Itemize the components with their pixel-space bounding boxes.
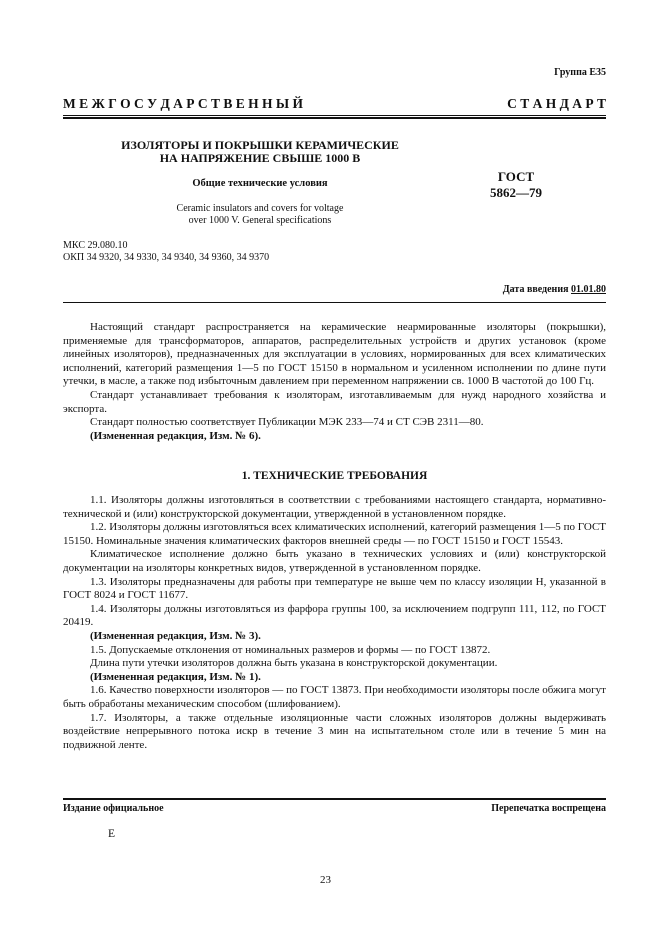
introduction-date: [503, 284, 606, 295]
document-title: [100, 139, 420, 165]
header-rule-thin: [63, 115, 606, 116]
clause-1-7: 1.7. Изоляторы, а также отдельные изоляционные части сложных изоляторов должны выдерживать воздействие непрерывного потока искр в течение 3 мин на испытательном столе или в течение 5 мин на подвижной ленте.: [63, 711, 606, 751]
clause-1-2: 1.2. Изоляторы должны изготовляться всех климатических исполнений, категорий размещения 1—5 по ГОСТ 15150. Номинальные значения климатических факторов внешней среды — по ГОСТ 15150 и ГОСТ 15543.: [63, 521, 606, 547]
preamble-amendment-note: (Измененная редакция, Изм. № 6).: [90, 429, 261, 442]
classification-codes: [63, 240, 269, 264]
clause-1-4: 1.4. Изоляторы должны изготовляться из фарфора группы 100, за исключением подгрупп 111, 112, по ГОСТ 20419.: [63, 602, 606, 629]
preamble-paragraph: Стандарт устанавливает требования к изоляторам, изготавливаемым для нужд народного хозяйства и экспорта.: [63, 388, 606, 415]
clause-1-1: 1.1. Изоляторы должны изготовляться в соответствии с требованиями настоящего стандарта, нормативно-технической и (или) конструкторской документации, утвержденной в установленном порядке.: [63, 494, 606, 520]
page-number: 23: [320, 874, 331, 886]
gost-code: 5862—79: [490, 185, 542, 200]
footer-rule: [63, 798, 606, 800]
title-line-2: НА НАПРЯЖЕНИЕ СВЫШЕ 1000 В: [159, 151, 361, 165]
title-line-1: ИЗОЛЯТОРЫ И ПОКРЫШКИ КЕРАМИЧЕСКИЕ: [121, 138, 399, 152]
header-rule-thick: [63, 117, 606, 119]
standard-word-1: М Е Ж Г О С У Д А Р С Т В Е Н Н Ы Й: [63, 96, 304, 111]
reprint-prohibited: Перепечатка воспрещена: [491, 803, 606, 814]
group-code: Группа Е35: [554, 67, 606, 78]
english-title-line-1: Ceramic insulators and covers for voltage: [176, 203, 344, 214]
preamble: [63, 321, 606, 443]
edition-mark: Е: [108, 828, 116, 840]
gost-number: [476, 169, 556, 201]
standard-word-2: С Т А Н Д А Р Т: [507, 96, 606, 111]
intro-date-value: 01.01.80: [571, 284, 606, 295]
document-subtitle: Общие технические условия: [192, 178, 328, 189]
preamble-paragraph: Настоящий стандарт распространяется на керамические неармированные изоляторы (покрышки), применяемые для трансформаторов, аппаратов, распределительных устройств и других установок (кроме линейных изоляторов), предназначенных для эксплуатации в условиях, нормированных для всех климатических исполнений, категорий размещения 1—5 по ГОСТ 15150 в нормальном и усиленном исполнении по длине пути утечки, в масле, а также под избыточным давлением при переменном напряжении св. 1000 В частотой до 100 Гц.: [63, 321, 606, 388]
clause-1-3: 1.3. Изоляторы предназначены для работы при температуре не выше чем по классу изоляции Н, указанной в ГОСТ 8024 и ГОСТ 11677.: [63, 575, 606, 602]
standard-heading: [63, 96, 606, 112]
amendment-note-1: (Измененная редакция, Изм. № 1).: [90, 670, 261, 683]
intro-rule: [63, 302, 606, 303]
english-title-line-2: over 1000 V. General specifications: [188, 215, 332, 226]
english-title: [100, 203, 420, 227]
amendment-note-3: (Измененная редакция, Изм. № 3).: [90, 629, 261, 642]
preamble-paragraph: Стандарт полностью соответствует Публикации МЭК 233—74 и СТ СЭВ 2311—80.: [90, 416, 484, 429]
clause-1-5: 1.5. Допускаемые отклонения от номинальных размеров и формы — по ГОСТ 13872.: [90, 643, 491, 656]
section-body: [63, 494, 606, 752]
section-title: 1. ТЕХНИЧЕСКИЕ ТРЕБОВАНИЯ: [241, 470, 428, 482]
edition-official: Издание официальное: [63, 803, 164, 814]
clause-1-2-continued: Климатическое исполнение должно быть указано в технических условиях и (или) конструкторской документации на изоляторы конкретных видов, утвержденной в установленном порядке.: [63, 548, 606, 574]
mks-code: МКС 29.080.10: [63, 240, 128, 251]
clause-1-5-continued: Длина пути утечки изоляторов должна быть указана в конструкторской документации.: [90, 657, 498, 670]
intro-date-label: Дата введения: [502, 284, 569, 295]
okp-code: ОКП 34 9320, 34 9330, 34 9340, 34 9360, 34 9370: [63, 252, 270, 263]
clause-1-6: 1.6. Качество поверхности изоляторов — по ГОСТ 13873. При необходимости изоляторы после обжига могут быть обработаны механическим способом (шлифованием).: [63, 684, 606, 710]
gost-label: ГОСТ: [497, 169, 535, 184]
